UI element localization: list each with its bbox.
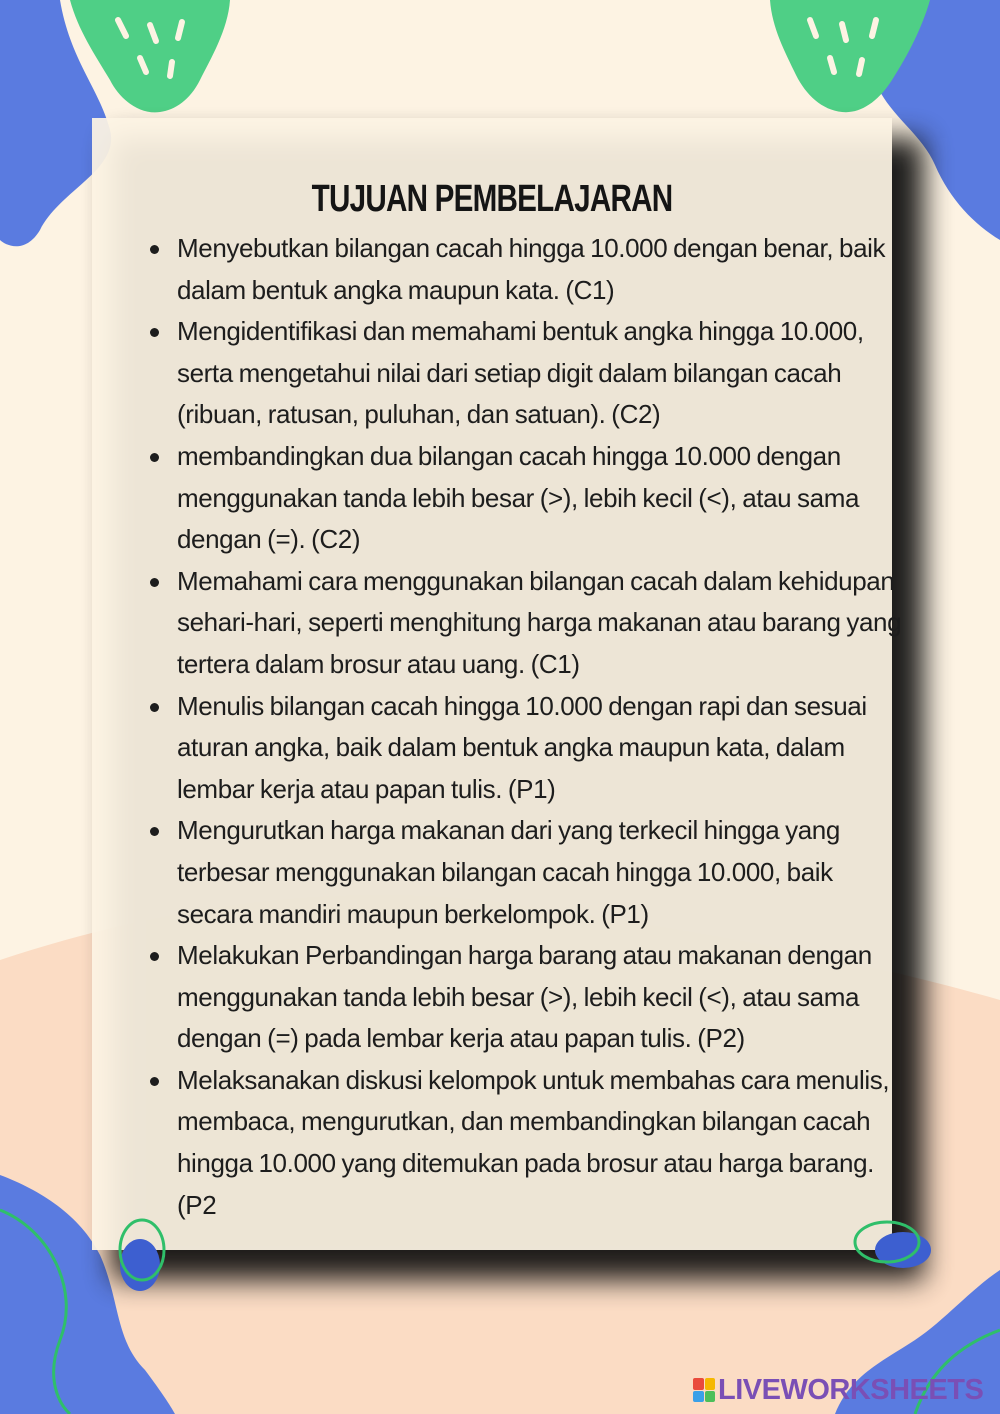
bullet-icon <box>150 703 159 712</box>
list-item-text: membandingkan dua bilangan cacah hingga 10.000 dengan menggunakan tanda lebih besar (>), lebih kecil (<), atau sama dengan (=). (C2) <box>177 440 860 555</box>
list-item <box>150 436 910 561</box>
list-item-text: Melakukan Perbandingan harga barang atau makanan dengan menggunakan tanda lebih besar (>), lebih kecil (<), atau sama dengan (=) pada lembar kerja atau papan tulis. (P2) <box>177 940 872 1054</box>
list-item-text: Mengidentifikasi dan memahami bentuk angka hingga 10.000, serta mengetahui nilai dari setiap digit dalam bilangan cacah (ribuan, ratusan, puluhan, dan satuan). (C2) <box>177 316 864 430</box>
list-item-text: Menulis bilangan cacah hingga 10.000 dengan rapi dan sesuai aturan angka, baik dalam bentuk angka maupun kata, dalam lembar kerja atau papan tulis. (P1) <box>177 690 867 804</box>
objectives-card <box>92 118 902 1250</box>
bullet-icon <box>150 578 159 587</box>
list-item <box>150 561 910 686</box>
list-item <box>150 311 910 436</box>
ring-bottom-left-icon <box>100 1210 180 1300</box>
list-item <box>150 935 910 1060</box>
bullet-icon <box>150 328 159 337</box>
list-item <box>150 228 910 311</box>
list-item <box>150 1060 910 1226</box>
bullet-icon <box>150 453 159 462</box>
bullet-icon <box>150 827 159 836</box>
liveworksheets-logo-icon <box>693 1378 715 1402</box>
list-item-text: Melaksanakan diskusi kelompok untuk membahas cara menulis, membaca, mengurutkan, dan membandingkan bilangan cacah hingga 10.000 yang ditemukan pada brosur atau harga barang. (P2 <box>177 1064 890 1220</box>
bullet-icon <box>150 245 159 254</box>
list-item-text: Memahami cara menggunakan bilangan cacah dalam kehidupan sehari-hari, seperti menghitung harga makanan atau barang yang tertera dalam brosur atau uang. (C1) <box>177 565 902 679</box>
liveworksheets-watermark[interactable] <box>693 1372 983 1408</box>
list-item-text: Menyebutkan bilangan cacah hingga 10.000 dengan benar, baik dalam bentuk angka maupun kata. (C1) <box>177 233 886 305</box>
bullet-icon <box>150 1077 159 1086</box>
list-item <box>150 810 910 935</box>
page-title: TUJUAN PEMBELAJARAN <box>311 178 673 220</box>
list-item <box>150 686 910 811</box>
ring-bottom-right-icon <box>845 1210 945 1280</box>
watermark-text: LIVEWORKSHEETS <box>718 1373 984 1406</box>
list-item-text: Mengurutkan harga makanan dari yang terkecil hingga yang terbesar menggunakan bilangan cacah hingga 10.000, baik secara mandiri maupun berkelompok. (P1) <box>177 815 840 929</box>
objectives-list <box>150 228 910 1226</box>
bullet-icon <box>150 952 159 961</box>
